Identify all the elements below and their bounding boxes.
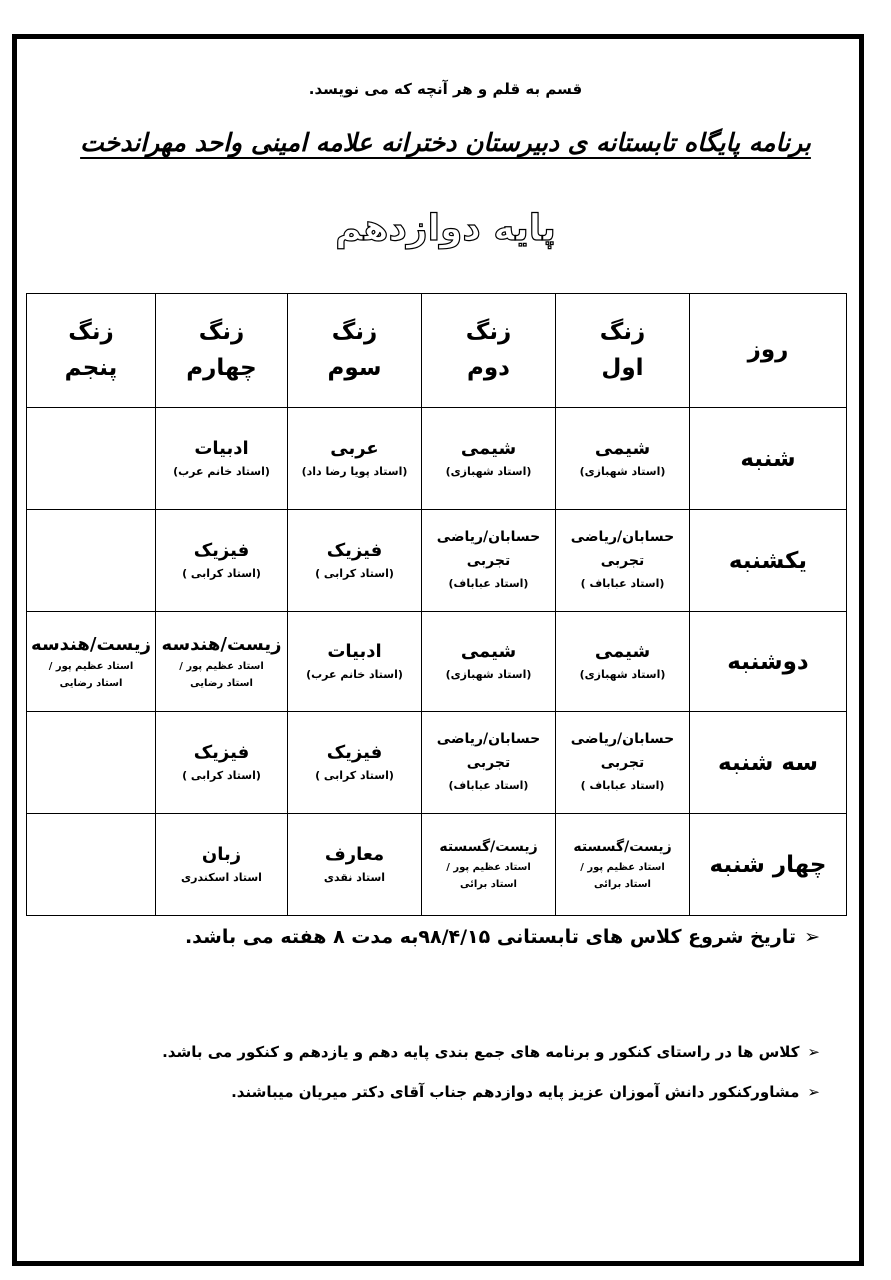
class-cell-empty: [27, 814, 156, 916]
header-period-2: [422, 294, 556, 408]
note-item: [40, 1043, 820, 1061]
subject: معارف: [324, 843, 385, 865]
subject: فیزیک: [193, 741, 250, 763]
teacher: (استاد کرابی ): [182, 768, 261, 782]
period-label: زنگ: [68, 318, 114, 345]
period-ordinal: پنجم: [64, 354, 118, 381]
subject: ادبیات: [194, 437, 249, 459]
teacher: استاد عظیم پور /: [446, 862, 531, 874]
class-cell: [422, 612, 556, 712]
class-cell: [288, 814, 422, 916]
subject: حسابان/ریاضی: [570, 529, 675, 546]
arrow-bullet-icon: ➢: [807, 1083, 820, 1101]
teacher-line-2: استاد برائی: [460, 879, 517, 891]
class-cell: [288, 612, 422, 712]
teacher: (استاد عباباف): [448, 778, 529, 792]
period-label: زنگ: [331, 318, 378, 345]
teacher: (استاد کرابی ): [315, 566, 394, 580]
teacher: استاد اسکندری: [181, 870, 262, 884]
subject-line-2: تجربی: [600, 755, 645, 772]
subject: حسابان/ریاضی: [436, 529, 541, 546]
subject: ادبیات: [327, 640, 382, 662]
class-cell: [288, 510, 422, 612]
period-label: زنگ: [599, 318, 646, 345]
note-text: کلاس ها در راستای کنکور و برنامه های جمع بندی پایه دهم و یازدهم و کنکور می باشد.: [162, 1043, 800, 1061]
period-ordinal: چهارم: [186, 354, 257, 381]
table-row: [27, 612, 847, 712]
subject: فیزیک: [326, 539, 383, 561]
teacher: استاد نقدی: [323, 870, 386, 884]
header-day: [690, 294, 847, 408]
teacher-line-2: استاد رضایی: [190, 678, 253, 689]
note-item: [40, 1083, 820, 1101]
subject: شیمی: [594, 437, 651, 459]
subject: زیست/گسسته: [573, 838, 672, 855]
teacher: استاد عظیم پور /: [580, 862, 665, 874]
class-cell: [288, 712, 422, 814]
table-row: [27, 712, 847, 814]
motto: قسم به قلم و هر آنچه که می نویسد.: [308, 80, 583, 98]
class-cell: [556, 408, 690, 510]
class-cell: [422, 712, 556, 814]
class-cell: [156, 510, 288, 612]
subject-line-2: تجربی: [466, 755, 511, 772]
subject: شیمی: [460, 640, 517, 662]
subject: زیست/هندسه: [161, 634, 282, 655]
day-cell: یکشنبه: [690, 510, 847, 612]
subject: فیزیک: [193, 539, 250, 561]
class-cell: [156, 712, 288, 814]
teacher: (استاد عباباف ): [580, 576, 665, 590]
subject-line-2: تجربی: [600, 553, 645, 570]
note-text: مشاورکنکور دانش آموزان عزیز پایه دوازدهم جناب آقای دکتر میریان میباشند.: [231, 1083, 800, 1101]
grade-heading: پایه دوازدهم: [335, 208, 556, 249]
teacher: (استاد شهبازی): [579, 667, 666, 681]
class-cell: [556, 814, 690, 916]
teacher: (استاد خانم عرب): [173, 464, 270, 478]
class-cell: [556, 612, 690, 712]
table-row: [27, 510, 847, 612]
table-row: [27, 408, 847, 510]
period-ordinal: اول: [601, 354, 644, 381]
class-cell: [156, 408, 288, 510]
teacher: استاد عظیم پور /: [48, 661, 134, 672]
class-cell: [288, 408, 422, 510]
header-row: [27, 294, 847, 408]
teacher: (استاد خانم عرب): [306, 667, 403, 681]
teacher: (استاد شهبازی): [445, 464, 532, 478]
teacher: (استاد شهبازی): [579, 464, 666, 478]
subject: زیست/گسسته: [439, 838, 538, 855]
class-cell-empty: [27, 408, 156, 510]
class-cell-empty: [27, 712, 156, 814]
subject: حسابان/ریاضی: [436, 731, 541, 748]
teacher-line-2: استاد برائی: [594, 879, 651, 891]
subject: عربی: [330, 437, 379, 459]
header-period-3: [288, 294, 422, 408]
subject: شیمی: [460, 437, 517, 459]
teacher: استاد عظیم پور /: [179, 661, 264, 672]
subject-line-2: تجربی: [466, 553, 511, 570]
teacher: (استاد کرابی ): [315, 768, 394, 782]
subject: حسابان/ریاضی: [570, 731, 675, 748]
class-cell-empty: [27, 510, 156, 612]
header-period-5: [27, 294, 156, 408]
header-period-1: [556, 294, 690, 408]
period-label: زنگ: [198, 318, 245, 345]
class-cell: [556, 510, 690, 612]
teacher-line-2: استاد رضایی: [59, 678, 123, 689]
class-cell: [156, 612, 288, 712]
subject: زیست/هندسه: [31, 634, 151, 655]
period-label: زنگ: [465, 318, 512, 345]
teacher: (استاد شهبازی): [445, 667, 532, 681]
subject: فیزیک: [326, 741, 383, 763]
class-cell: [556, 712, 690, 814]
day-cell: شنبه: [690, 408, 847, 510]
page-title: برنامه پایگاه تابستانه ی دبیرستان دخترانه علامه امینی واحد مهراندخت: [80, 128, 811, 157]
start-date-text: تاریخ شروع کلاس های تابستانی ۹۸/۴/۱۵به مدت ۸ هفته می باشد.: [184, 926, 797, 948]
class-cell: [27, 612, 156, 712]
class-cell: [156, 814, 288, 916]
schedule-table: [26, 293, 847, 916]
period-ordinal: دوم: [467, 354, 510, 381]
class-cell: [422, 408, 556, 510]
day-cell: سه شنبه: [690, 712, 847, 814]
subject: شیمی: [594, 640, 651, 662]
period-ordinal: سوم: [327, 354, 382, 381]
teacher: (استاد عباباف ): [580, 778, 665, 792]
header-period-4: [156, 294, 288, 408]
teacher: (استاد پویا رضا داد): [301, 464, 408, 478]
subject: زبان: [201, 843, 242, 865]
arrow-bullet-icon: ➢: [807, 1043, 820, 1061]
teacher: (استاد عباباف): [448, 576, 529, 590]
arrow-bullet-icon: ➢: [804, 926, 820, 948]
header-day-label: روز: [747, 336, 789, 363]
table-row: [27, 814, 847, 916]
start-date-note: [40, 926, 820, 948]
class-cell: [422, 814, 556, 916]
class-cell: [422, 510, 556, 612]
day-cell: دوشنبه: [690, 612, 847, 712]
teacher: (استاد کرابی ): [182, 566, 261, 580]
day-cell: چهار شنبه: [690, 814, 847, 916]
